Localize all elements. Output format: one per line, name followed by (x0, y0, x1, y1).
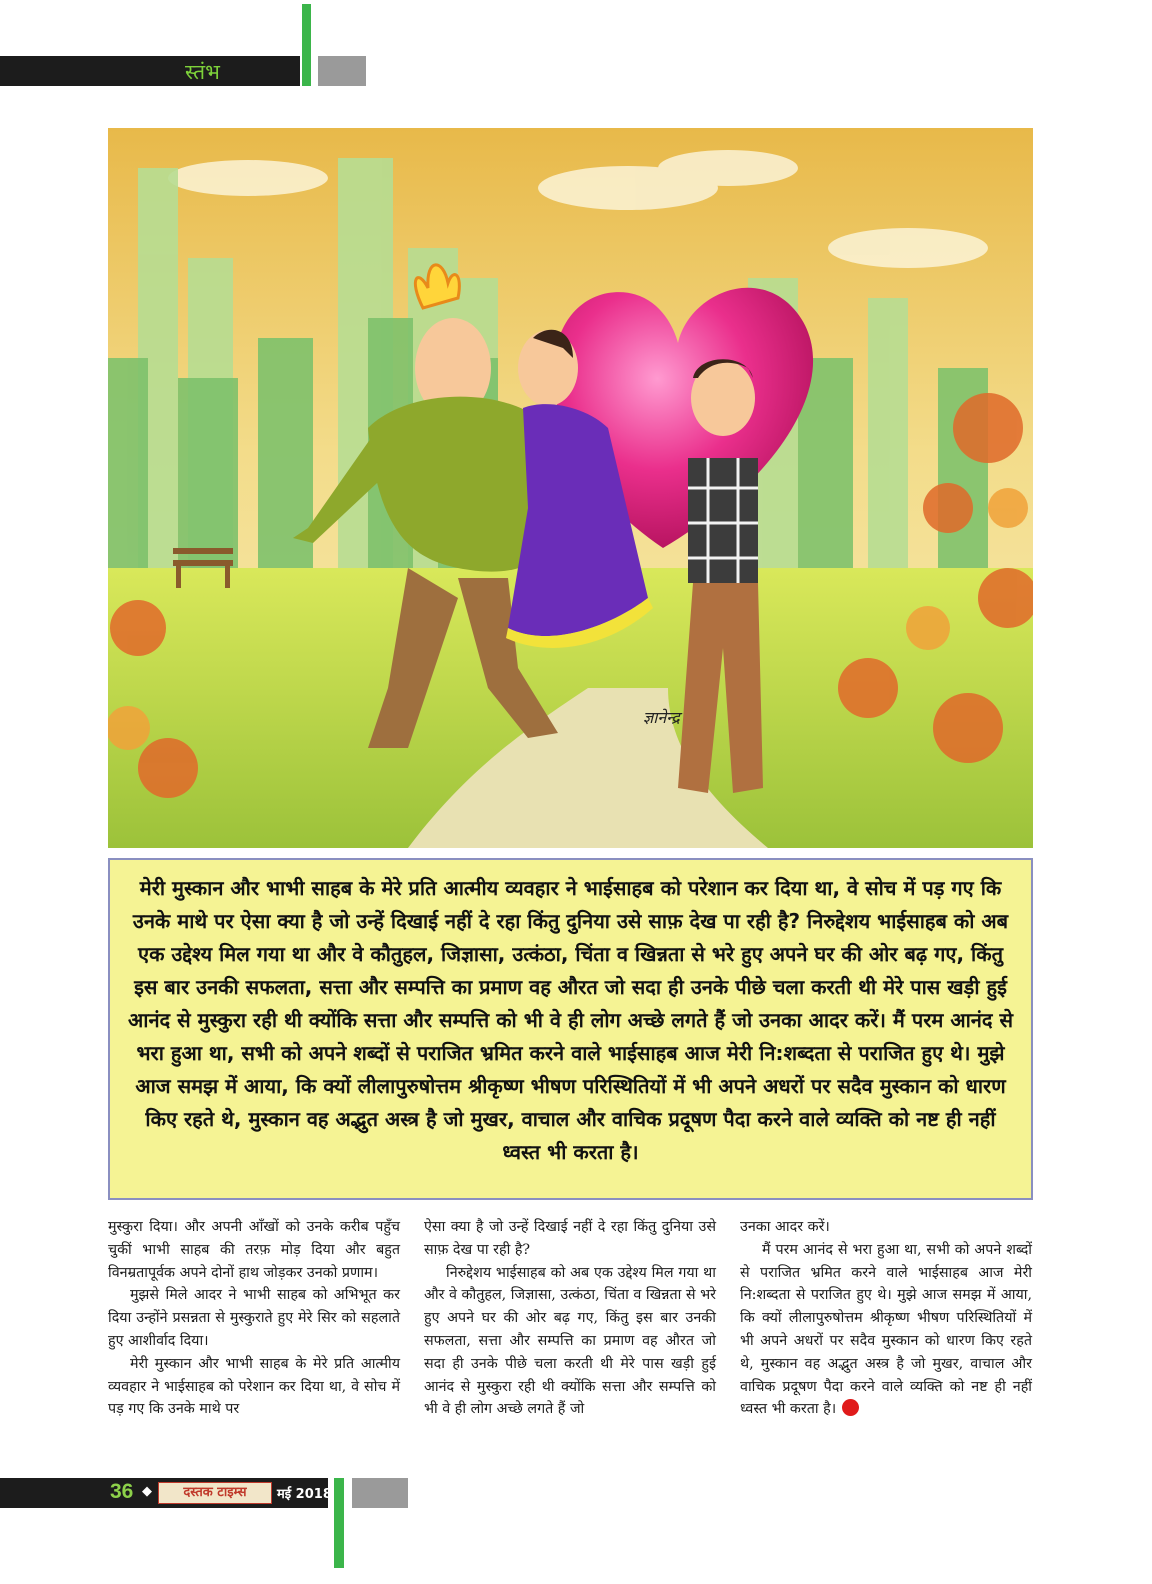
artist-signature: ज्ञानेन्द्र (643, 708, 680, 727)
text-column-2 (424, 1216, 716, 1421)
paragraph: उनका आदर करें। (740, 1219, 830, 1235)
paragraph: ऐसा क्या है जो उन्हें दिखाई नहीं दे रहा किंतु दुनिया उसे साफ़ देख पा रही है? (424, 1219, 716, 1258)
magazine-logo: दस्तक टाइम्स (158, 1482, 272, 1504)
page-number: 36 (110, 1480, 134, 1503)
issue-date: मई 2018 (277, 1487, 332, 1502)
paragraph: मुझसे मिले आदर ने भाभी साहब को अभिभूत कर दिया उन्होंने प्रसन्नता से मुस्कुराते हुए मेरे सिर को सहलाते हुए आशीर्वाद दिया। (108, 1287, 400, 1349)
cartoon-illustration (108, 128, 1033, 848)
end-mark-icon (842, 1399, 859, 1416)
pull-quote-text: मेरी मुस्कान और भाभी साहब के मेरे प्रति आत्मीय व्यवहार ने भाईसाहब को परेशान कर दिया था, वे सोच में पड़ गए कि उनके माथे पर ऐसा क्या है जो उन्हें दिखाई नहीं दे रहा किंतु दुनिया उसे साफ़ देख पा रही है? निरुद्देशय भाईसाहब को अब एक उद्देश्य मिल गया था और वे कौतुहल, जिज्ञासा, उत्कंठा, चिंता व खिन्नता से भरे हुए अपने घर की ओर बढ़ गए, किंतु इस बार उनकी सफलता, सत्ता और सम्पत्ति का प्रमाण वह औरत जो सदा ही उनके पीछे चला करती थी मेरे पास खड़ी हुई आनंद से मुस्कुरा रही थी क्योंकि सत्ता और सम्पत्ति को भी वे ही लोग अच्छे लगते हैं जो उनका आदर करें। मैं परम आनंद से भरा हुआ था, सभी को अपने शब्दों से पराजित भ्रमित करने वाले भाईसाहब आज मेरी नि:शब्दता से पराजित हुए थे। मुझे आज समझ में आया, कि क्यों लीलापुरुषोत्तम श्रीकृष्ण भीषण परिस्थितियों में भी अपने अधरों पर सदैव मुस्कान को धारण किए रहते थे, मुस्कान वह अद्भुत अस्त्र है जो मुखर, वाचाल और वाचिक प्रदूषण पैदा करने वाले व्यक्ति को नष्ट ही नहीं ध्वस्त भी करता है। (128, 876, 1013, 1164)
header-green-rule (302, 4, 311, 86)
diamond-separator-icon: ◆ (142, 1484, 152, 1499)
text-column-1 (108, 1216, 400, 1421)
paragraph: मेरी मुस्कान और भाभी साहब के मेरे प्रति आत्मीय व्यवहार ने भाईसाहब को परेशान कर दिया था, वे सोच में पड़ गए कि उनके माथे पर (108, 1355, 400, 1418)
section-label: स्तंभ (185, 60, 220, 84)
pull-quote-box (108, 858, 1033, 1200)
paragraph-text: मैं परम आनंद से भरा हुआ था, सभी को अपने शब्दों से पराजित भ्रमित करने वाले भाईसाहब आज मेरी नि:शब्दता से पराजित हुए थे। मुझे आज समझ में आया, कि क्यों लीलापुरुषोत्तम श्रीकृष्ण भीषण परिस्थितियों में भी अपने अधरों पर सदैव मुस्कान को धारण किए रहते थे, मुस्कान वह अद्भुत अस्त्र है जो मुखर, वाचाल और वाचिक प्रदूषण पैदा करने वाले व्यक्ति को नष्ट ही नहीं ध्वस्त भी करता है। (740, 1241, 1032, 1418)
paragraph: निरुद्देशय भाईसाहब को अब एक उद्देश्य मिल गया था और वे कौतुहल, जिज्ञासा, उत्कंठा, चिंता व खिन्नता से भरे हुए अपने घर की ओर बढ़ गए, किंतु इस बार उनकी सफलता, सत्ता और सम्पत्ति का प्रमाण वह औरत जो सदा ही उनके पीछे चला करती थी मेरे पास खड़ी हुई आनंद से मुस्कुरा रही थी क्योंकि सत्ता और सम्पत्ति को भी वे ही लोग अच्छे लगते हैं जो (424, 1264, 716, 1418)
header-grey-block (318, 56, 366, 86)
footer-green-rule (334, 1478, 344, 1568)
section-header-bar (0, 56, 300, 86)
paragraph (740, 1239, 1032, 1421)
text-column-3 (740, 1216, 1032, 1421)
footer-grey-block (352, 1478, 408, 1508)
paragraph: मुस्कुरा दिया। और अपनी आँखों को उनके करीब पहुँच चुकीं भाभी साहब की तरफ़ मोड़ दिया और बहुत विनम्रतापूर्वक अपने दोनों हाथ जोड़कर उनको प्रणाम। (108, 1219, 400, 1281)
